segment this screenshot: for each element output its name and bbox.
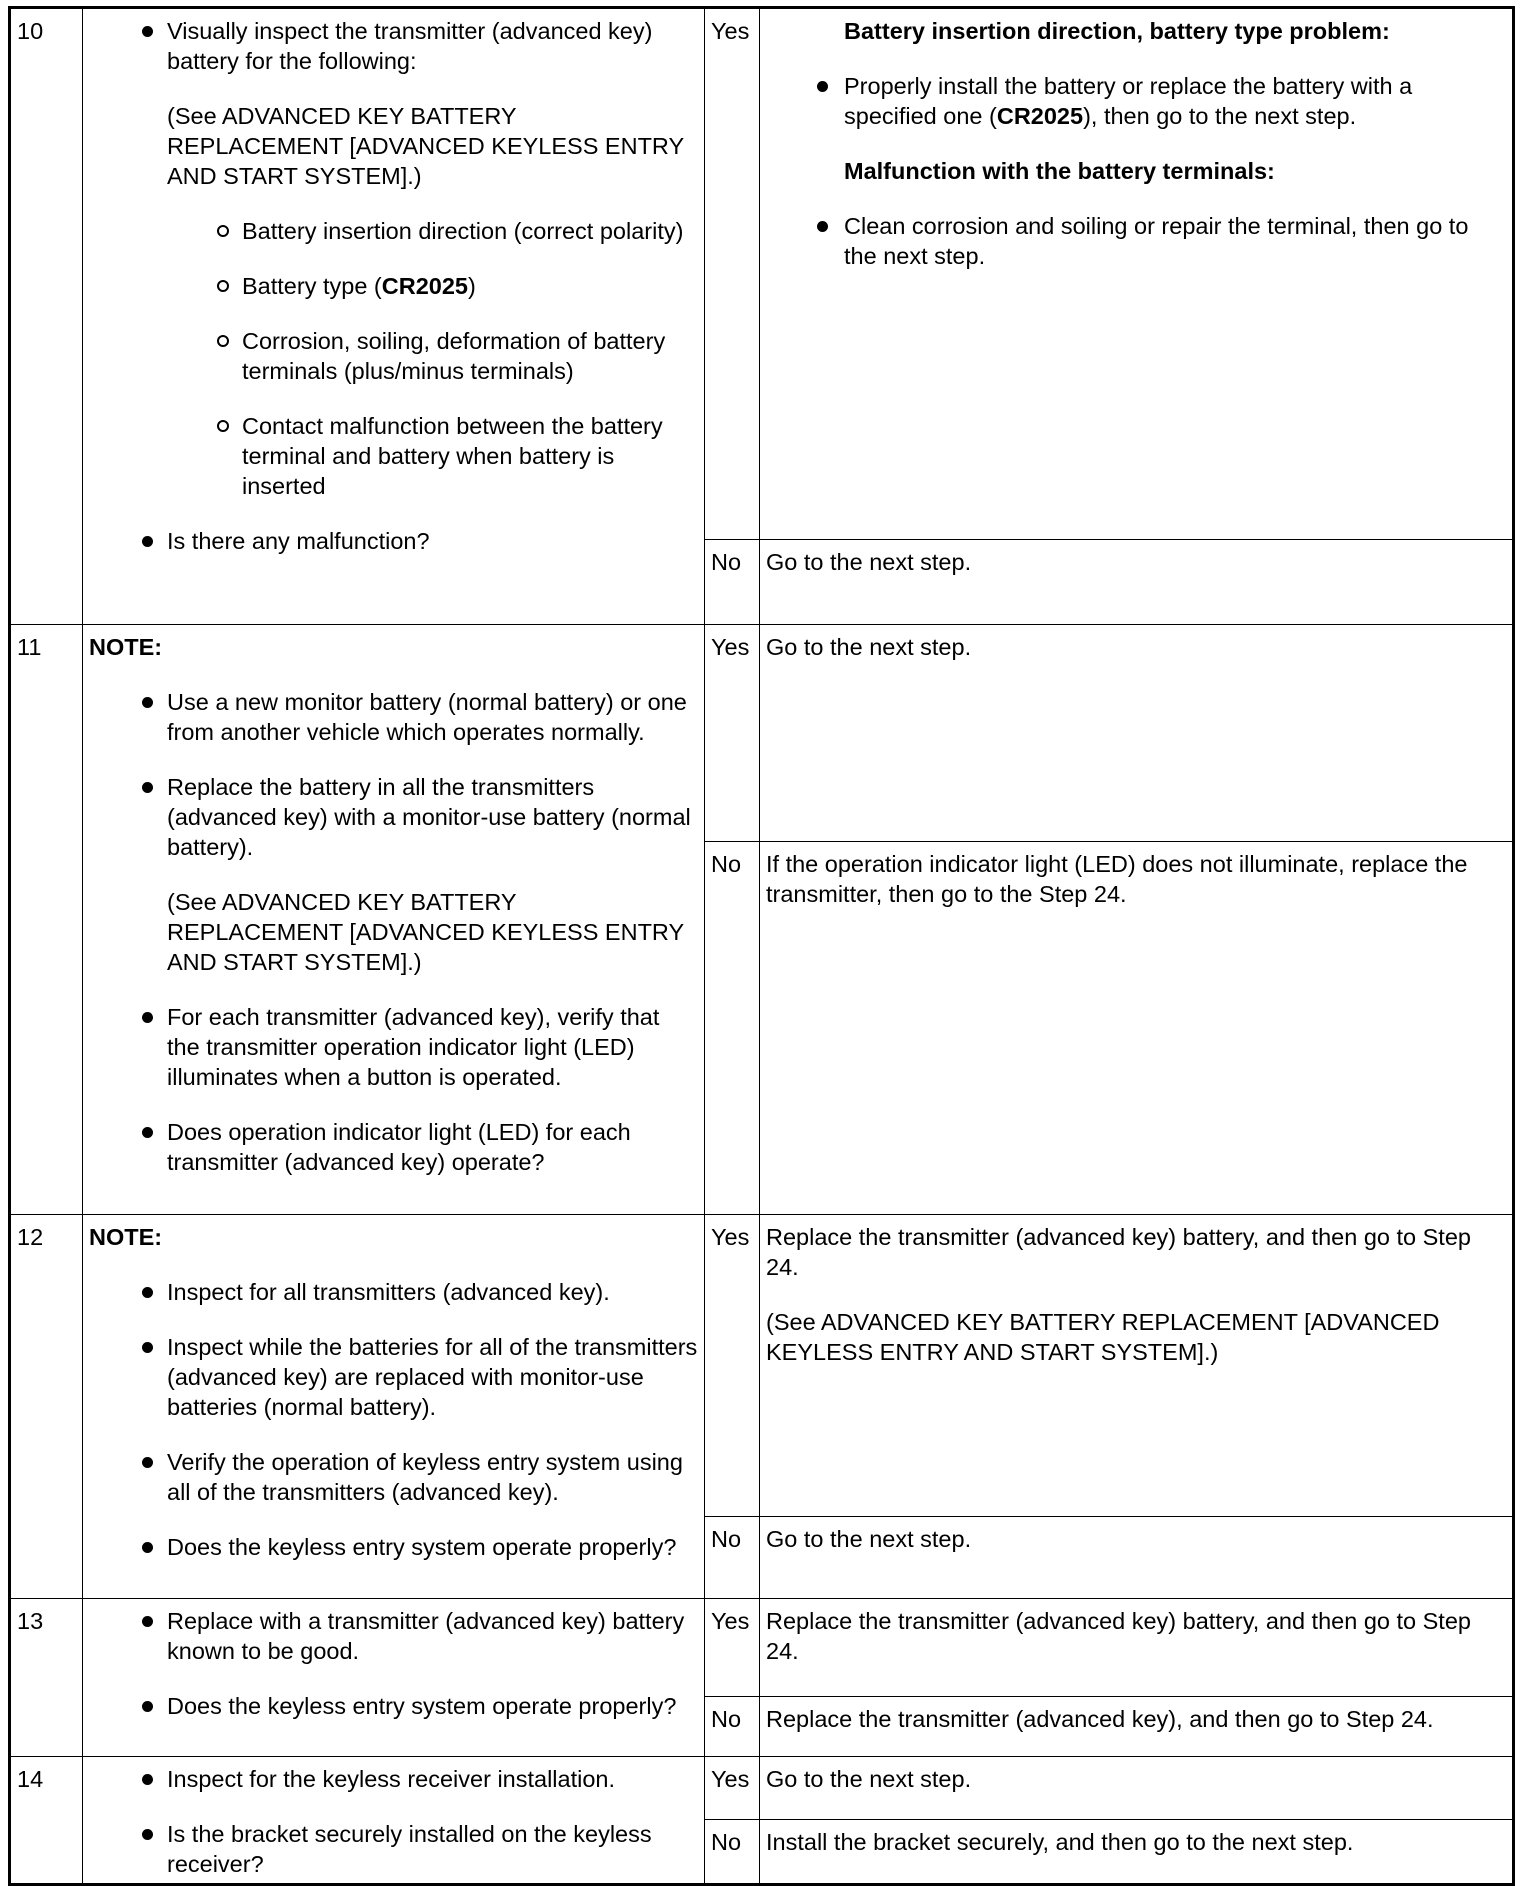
- sub-bullet-item: Battery insertion direction (correct polarity): [89, 216, 698, 246]
- step-12-row: [10, 1215, 1514, 1517]
- bullet-item: Verify the operation of keyless entry system using all of the transmitters (advanced key).: [89, 1447, 698, 1507]
- step-inspection: [83, 625, 705, 1215]
- bullet-item: Inspect while the batteries for all of the transmitters (advanced key) are replaced with monitor-use batteries (normal battery).: [89, 1332, 698, 1422]
- no-label: No: [705, 1517, 760, 1599]
- no-label: No: [705, 1697, 760, 1757]
- bullet-item: Use a new monitor battery (normal battery) or one from another vehicle which operates normally.: [89, 687, 698, 747]
- no-action: If the operation indicator light (LED) does not illuminate, replace the transmitter, then go to the Step 24.: [760, 842, 1514, 1215]
- step-inspection: [83, 1757, 705, 1885]
- bullet-item: Replace with a transmitter (advanced key) battery known to be good.: [89, 1606, 698, 1666]
- yes-label: Yes: [705, 625, 760, 842]
- sub-bullet-item: Corrosion, soiling, deformation of battery terminals (plus/minus terminals): [89, 326, 698, 386]
- yes-action: Replace the transmitter (advanced key) battery, and then go to Step 24.: [760, 1599, 1514, 1697]
- yes-action: Go to the next step.: [760, 1757, 1514, 1820]
- yes-label: Yes: [705, 1599, 760, 1697]
- question: Does the keyless entry system operate properly?: [89, 1691, 698, 1721]
- no-label: No: [705, 842, 760, 1215]
- no-action: Install the bracket securely, and then go to the next step.: [760, 1820, 1514, 1885]
- step-number: 14: [10, 1757, 83, 1885]
- bullet-item: For each transmitter (advanced key), verify that the transmitter operation indicator light (LED) illuminates when a button is operated.: [89, 1002, 698, 1092]
- question: Is the bracket securely installed on the keyless receiver?: [89, 1819, 698, 1879]
- step-number: 13: [10, 1599, 83, 1757]
- step-number: 11: [10, 625, 83, 1215]
- no-label: No: [705, 540, 760, 625]
- yes-label: Yes: [705, 8, 760, 540]
- bullet-item: Visually inspect the transmitter (advanced key) battery for the following:: [89, 16, 698, 76]
- yes-action: Go to the next step.: [760, 625, 1514, 842]
- yes-action: [760, 8, 1514, 540]
- step-inspection: [83, 1599, 705, 1757]
- step-number: 10: [10, 8, 83, 625]
- action-bullet: Clean corrosion and soiling or repair the terminal, then go to the next step.: [766, 211, 1506, 271]
- yes-label: Yes: [705, 1757, 760, 1820]
- no-label: No: [705, 1820, 760, 1885]
- cross-reference: (See ADVANCED KEY BATTERY REPLACEMENT [ADVANCED KEYLESS ENTRY AND START SYSTEM].): [766, 1309, 1440, 1365]
- no-action: Go to the next step.: [760, 540, 1514, 625]
- question: Does operation indicator light (LED) for each transmitter (advanced key) operate?: [89, 1117, 698, 1177]
- sub-bullet-item: Battery type (CR2025): [89, 271, 698, 301]
- bullet-item: Inspect for all transmitters (advanced key).: [89, 1277, 698, 1307]
- action-heading: Malfunction with the battery terminals:: [844, 158, 1275, 184]
- cross-reference: (See ADVANCED KEY BATTERY REPLACEMENT [ADVANCED KEYLESS ENTRY AND START SYSTEM].): [167, 889, 684, 975]
- no-action: Go to the next step.: [760, 1517, 1514, 1599]
- step-number: 12: [10, 1215, 83, 1599]
- troubleshooting-table: [8, 6, 1515, 1886]
- action-text: Replace the transmitter (advanced key) battery, and then go to Step 24.: [766, 1224, 1471, 1280]
- note-heading: NOTE:: [89, 1224, 163, 1250]
- bullet-item: Replace the battery in all the transmitters (advanced key) with a monitor-use battery (normal battery).: [89, 772, 698, 862]
- action-bullet: Properly install the battery or replace the battery with a specified one (CR2025), then go to the next step.: [766, 71, 1506, 131]
- yes-action: [760, 1215, 1514, 1517]
- step-inspection: [83, 8, 705, 625]
- step-inspection: [83, 1215, 705, 1599]
- yes-label: Yes: [705, 1215, 760, 1517]
- cross-reference: (See ADVANCED KEY BATTERY REPLACEMENT [ADVANCED KEYLESS ENTRY AND START SYSTEM].): [167, 103, 684, 189]
- question: Is there any malfunction?: [89, 526, 698, 556]
- step-14-row: [10, 1757, 1514, 1820]
- step-11-row: [10, 625, 1514, 842]
- note-heading: NOTE:: [89, 634, 163, 660]
- step-13-row: [10, 1599, 1514, 1697]
- sub-bullet-item: Contact malfunction between the battery terminal and battery when battery is inserted: [89, 411, 698, 501]
- step-10-row: [10, 8, 1514, 540]
- action-heading: Battery insertion direction, battery type problem:: [844, 18, 1390, 44]
- no-action: Replace the transmitter (advanced key), and then go to Step 24.: [760, 1697, 1514, 1757]
- question: Does the keyless entry system operate properly?: [89, 1532, 698, 1562]
- bullet-item: Inspect for the keyless receiver installation.: [89, 1764, 698, 1794]
